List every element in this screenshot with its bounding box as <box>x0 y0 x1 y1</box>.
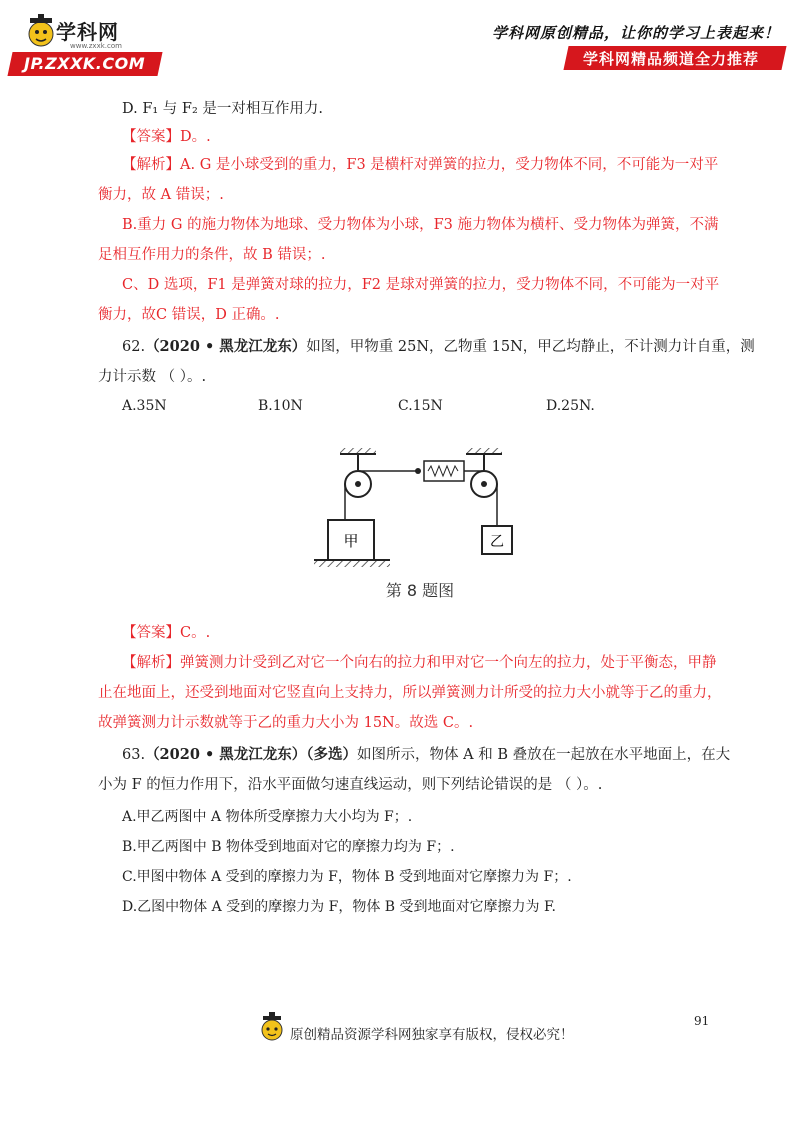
q63-option-d: D.乙图中物体 A 受到的摩擦力为 F，物体 B 受到地面对它摩擦力为 F. <box>122 899 556 915</box>
analysis-61-a2: 衡力，故 A 错误；. <box>98 187 224 203</box>
question-number: 63. <box>122 747 146 763</box>
recommend-banner[interactable]: 学科网精品频道全力推荐 <box>582 50 759 68</box>
option-d-line: D. F₁ 与 F₂ 是一对相互作用力. <box>122 101 324 117</box>
analysis-62-2: 止在地面上，还受到地面对它竖直向上支持力，所以弹簧测力计所受的拉力大小就等于乙的重力， <box>98 685 722 701</box>
analysis-62-3: 故弹簧测力计示数就等于乙的重力大小为 15N。故选 C。. <box>98 715 474 731</box>
question-63-line2: 小为 F 的恒力作用下，沿水平面做匀速直线运动，则下列结论错误的是 （ ）。. <box>98 777 603 793</box>
analysis-61-b1: B.重力 G 的施力物体为地球、受力物体为小球，F3 施力物体为横杆、受力物体为弹簧，不满 <box>122 217 719 233</box>
question-62 <box>122 336 755 358</box>
ground <box>314 561 390 567</box>
q62-option-c: C.15N <box>398 398 443 414</box>
block-jia-label: 甲 <box>343 532 359 550</box>
footer-copyright: 原创精品资源学科网独家享有版权，侵权必究！ <box>290 1027 574 1043</box>
question-62-line2: 力计示数 （ ）。. <box>98 369 207 385</box>
q63-option-b: B.甲乙两图中 B 物体受到地面对它的摩擦力均为 F；. <box>122 839 455 855</box>
question-text: 如图，甲物重 25N，乙物重 15N，甲乙均静止，不计测力计自重，测 <box>306 339 755 355</box>
q62-option-a: A.35N <box>122 398 167 414</box>
footer-mascot-icon <box>258 1012 286 1046</box>
analysis-62-1: 【解析】弹簧测力计受到乙对它一个向右的拉力和甲对它一个向左的拉力，处于平衡态，甲静 <box>122 655 717 671</box>
logo-text: 学科网 <box>56 20 119 44</box>
figure-caption: 第 8 题图 <box>385 581 455 600</box>
block-yi-label: 乙 <box>490 534 504 550</box>
page-number: 91 <box>694 1014 710 1028</box>
analysis-61-c1: C、D 选项，F1 是弹簧对球的拉力，F2 是球对弹簧的拉力，受力物体不同，不可能为一对平 <box>122 277 720 293</box>
analysis-61-a1: 【解析】A. G 是小球受到的重力，F3 是横杆对弹簧的拉力，受力物体不同，不可能为一对平 <box>122 157 719 173</box>
logo-domain-small: www.zxxk.com <box>70 42 122 50</box>
question-source: （2020 • 黑龙江龙东）（多选） <box>145 746 358 763</box>
site-logo[interactable] <box>10 10 175 72</box>
header-slogan: 学科网原创精品，让你的学习上表起来！ <box>491 24 780 42</box>
logo-url: JP.ZXXK.COM <box>24 54 146 73</box>
analysis-61-b2: 足相互作用力的条件，故 B 错误；. <box>98 247 326 263</box>
mascot-icon <box>24 14 58 52</box>
answer-61: 【答案】D。. <box>122 129 211 145</box>
question-text: 如图所示，物体 A 和 B 叠放在一起放在水平地面上，在大 <box>357 747 731 763</box>
q62-option-b: B.10N <box>258 398 303 414</box>
answer-62: 【答案】C。. <box>122 625 211 641</box>
analysis-61-c2: 衡力，故C 错误，D 正确。. <box>98 307 280 323</box>
question-63 <box>122 744 730 766</box>
q62-option-d: D.25N. <box>546 398 595 414</box>
question-number: 62. <box>122 339 146 355</box>
q63-option-a: A.甲乙两图中 A 物体所受摩擦力大小均为 F；. <box>122 809 413 825</box>
q63-option-c: C.甲图中物体 A 受到的摩擦力为 F，物体 B 受到地面对它摩擦力为 F；. <box>122 869 572 885</box>
spring-scale-figure <box>310 440 530 612</box>
question-source: （2020 • 黑龙江龙东） <box>145 338 307 355</box>
